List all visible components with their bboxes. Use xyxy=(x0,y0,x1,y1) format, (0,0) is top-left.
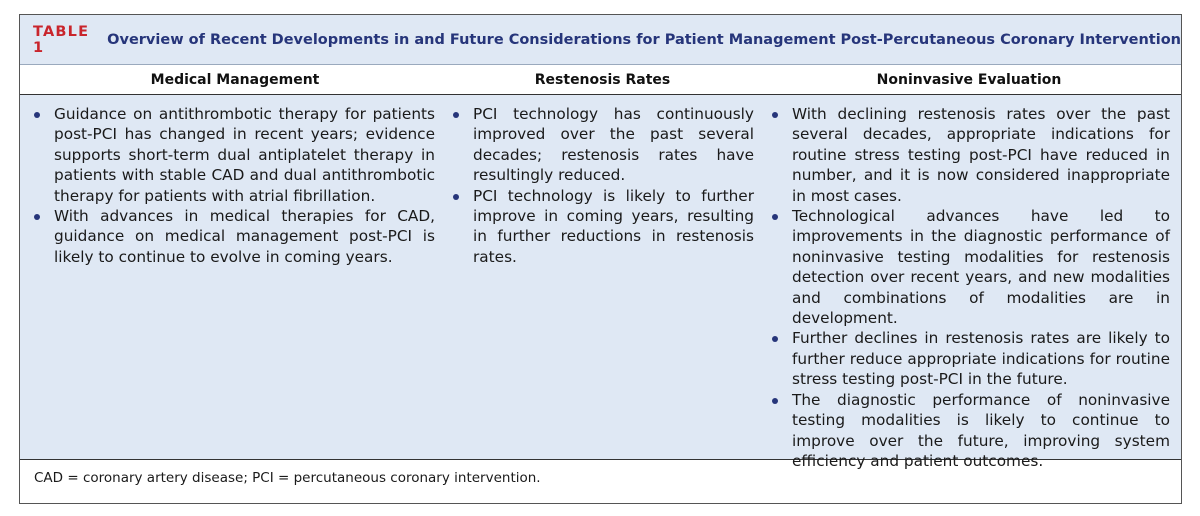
column-header-noninvasive-evaluation: Noninvasive Evaluation xyxy=(876,72,1062,88)
column-noninvasive-evaluation xyxy=(772,104,1170,471)
bullet-list xyxy=(772,104,1170,471)
list-item xyxy=(34,206,435,267)
bullet-icon xyxy=(453,112,459,118)
column-restenosis-rates xyxy=(453,104,754,267)
table-title: Overview of Recent Developments in and Future Considerations for Patient Management Post-Percutaneous Coronary Intervention xyxy=(107,31,1181,48)
list-item-text: Guidance on antithrombotic therapy for patients post-PCI has changed in recent years; evidence supports short-term dual antiplatelet therapy in patients with stable CAD and dual antithrombotic therapy for patients with atrial fibrillation. xyxy=(54,105,435,205)
bullet-icon xyxy=(772,336,778,342)
bullet-list xyxy=(453,104,754,267)
column-header-medical-management: Medical Management xyxy=(150,72,320,88)
column-medical-management xyxy=(34,104,435,267)
list-item xyxy=(34,104,435,206)
column-header-restenosis-rates: Restenosis Rates xyxy=(534,72,671,88)
table-label: TABLE 1 xyxy=(33,23,90,56)
table-body-row xyxy=(20,95,1181,470)
list-item-text: PCI technology is likely to further improve in coming years, resulting in further reductions in restenosis rates. xyxy=(473,186,754,266)
table-title-bar xyxy=(20,15,1181,65)
bullet-list xyxy=(34,104,435,267)
list-item-text: With advances in medical therapies for CAD, guidance on medical management post-PCI is likely to continue to evolve in coming years. xyxy=(54,207,435,266)
bullet-icon xyxy=(772,112,778,118)
list-item-text: With declining restenosis rates over the past several decades, appropriate indications for routine stress testing post-PCI have reduced in number, and it is now considered inappropriate in most cases. xyxy=(792,105,1170,205)
list-item xyxy=(772,104,1170,206)
table-header-row xyxy=(20,65,1181,95)
list-item xyxy=(453,186,754,268)
bullet-icon xyxy=(772,214,778,220)
bullet-icon xyxy=(772,398,778,404)
bullet-icon xyxy=(34,214,40,220)
list-item xyxy=(772,390,1170,472)
list-item-text: The diagnostic performance of noninvasive testing modalities is likely to continue to improve over the future, improving system efficiency and patient outcomes. xyxy=(792,390,1170,470)
table-frame xyxy=(19,14,1182,504)
list-item xyxy=(453,104,754,186)
list-item-text: Technological advances have led to improvements in the diagnostic performance of noninvasive testing modalities for restenosis detection over recent years, and new modalities and combinations of modalities are in development. xyxy=(792,207,1170,328)
list-item-text: PCI technology has continuously improved over the past several decades; restenosis rates have resultingly reduced. xyxy=(473,105,754,185)
list-item xyxy=(772,206,1170,328)
list-item-text: Further declines in restenosis rates are likely to further reduce appropriate indications for routine stress testing post-PCI in the future. xyxy=(792,329,1170,389)
bullet-icon xyxy=(34,112,40,118)
table-footnote: CAD = coronary artery disease; PCI = percutaneous coronary intervention. xyxy=(34,470,541,486)
bullet-icon xyxy=(453,194,459,200)
list-item xyxy=(772,328,1170,389)
